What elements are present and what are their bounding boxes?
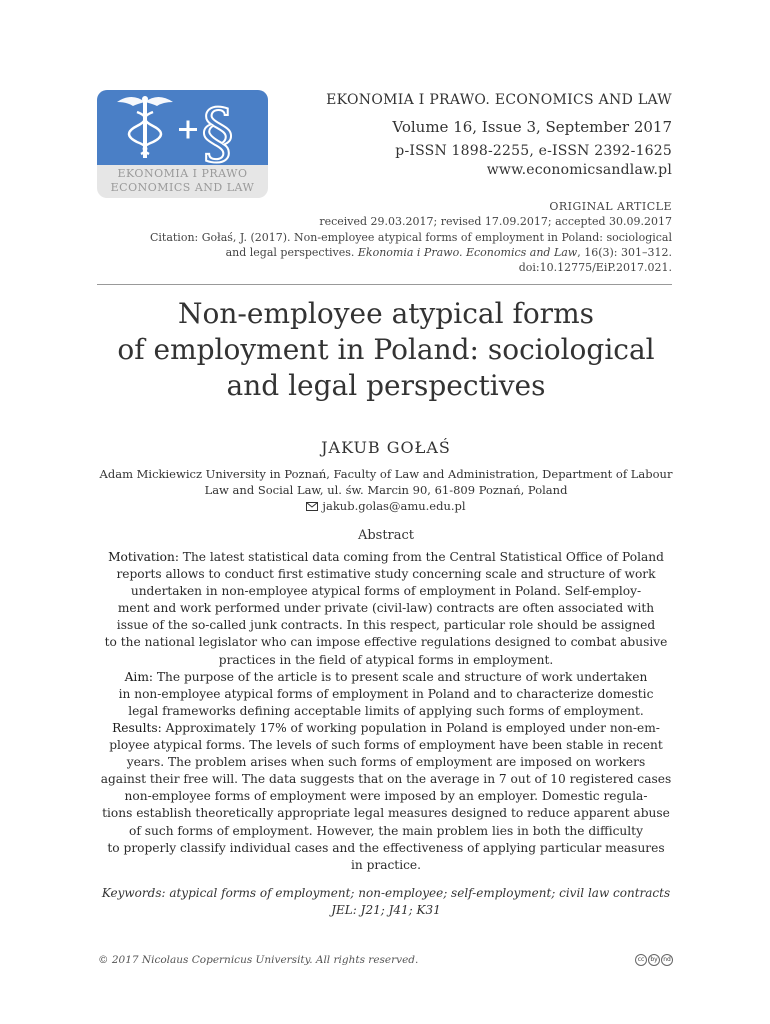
results-label: Results: bbox=[112, 720, 162, 735]
logo-emblem bbox=[97, 90, 268, 165]
title-line1: Non-employee atypical forms bbox=[178, 297, 594, 330]
keywords bbox=[97, 885, 675, 919]
abstract-motivation bbox=[94, 549, 678, 669]
results-text: Approximately 17% of working population in Poland is employed under non-em- bbox=[161, 720, 660, 735]
email-row bbox=[90, 498, 682, 515]
article-type: ORIGINAL ARTICLE bbox=[549, 200, 672, 213]
citation-pages: , 16(3): 301–312. bbox=[577, 246, 672, 259]
citation-line2 bbox=[150, 245, 672, 260]
abstract-aim bbox=[94, 669, 678, 720]
abstract-body bbox=[94, 549, 678, 874]
jel-codes: JEL: J21; J41; K31 bbox=[331, 903, 441, 917]
article-title bbox=[97, 296, 675, 404]
abstract-results bbox=[94, 720, 678, 874]
motivation-text: undertaken in non-employee atypical forms of employment in Poland. Self-employ- bbox=[130, 584, 642, 599]
journal-name: EKONOMIA I PRAWO. ECONOMICS AND LAW bbox=[326, 92, 672, 108]
motivation-text: The latest statistical data coming from the Central Statistical Office of Poland bbox=[178, 550, 664, 564]
envelope-icon bbox=[306, 502, 318, 511]
caduceus-plus-paragraph-icon bbox=[97, 90, 268, 165]
aim-text: legal frameworks defining acceptable limits of applying such forms of employment. bbox=[128, 703, 644, 718]
citation-journal: Ekonomia i Prawo. Economics and Law bbox=[357, 246, 578, 259]
logo-text-line2: ECONOMICS AND LAW bbox=[110, 181, 255, 194]
motivation-text: issue of the so-called junk contracts. In this respect, particular role should be assigned bbox=[116, 618, 656, 633]
keywords-line: Keywords: atypical forms of employment; non-employee; self-employment; civil law contracts bbox=[101, 886, 671, 900]
journal-logo bbox=[97, 90, 268, 198]
results-text: ployee atypical forms. The levels of such forms of employment have been stable in recent bbox=[109, 738, 663, 753]
aim-text: in non-employee atypical forms of employment in Poland and to characterize domestic bbox=[118, 686, 654, 701]
author-name: JAKUB GOŁAŚ bbox=[321, 438, 451, 457]
logo-text-line1: EKONOMIA I PRAWO bbox=[117, 167, 248, 180]
abstract-heading: Abstract bbox=[357, 528, 415, 543]
journal-issn: p-ISSN 1898-2255, e-ISSN 2392-1625 bbox=[395, 143, 672, 159]
copyright-notice: © 2017 Nicolaus Copernicus University. All rights reserved. bbox=[98, 954, 419, 966]
citation-text: and legal perspectives. bbox=[225, 246, 358, 259]
author-email-link[interactable]: jakub.golas@amu.edu.pl bbox=[322, 499, 466, 513]
results-text: in practice. bbox=[350, 857, 422, 872]
results-text: non-employee forms of employment were imposed by an employer. Domestic regula- bbox=[124, 789, 648, 804]
aim-label: Aim: bbox=[124, 669, 153, 684]
citation bbox=[150, 230, 672, 275]
citation-line1: Citation: Gołaś, J. (2017). Non-employee atypical forms of employment in Poland: sociological bbox=[149, 231, 672, 244]
by-icon: by bbox=[648, 954, 660, 966]
results-text: years. The problem arises when such forms of employment are imposed on workers bbox=[126, 755, 646, 770]
journal-website-link[interactable]: www.economicsandlaw.pl bbox=[486, 162, 672, 178]
results-text: tions establish theoretically appropriate legal measures designed to reduce apparent abuse bbox=[102, 806, 670, 821]
motivation-text: practices in the field of atypical forms in employment. bbox=[218, 652, 554, 667]
motivation-label: Motivation: bbox=[108, 550, 179, 564]
nd-icon: nd bbox=[661, 954, 673, 966]
affiliation-line2: Law and Social Law, ul. św. Marcin 90, 61-809 Poznań, Poland bbox=[204, 483, 568, 497]
results-text: against their free will. The data suggests that on the average in 7 out of 10 registered cases bbox=[100, 772, 672, 787]
motivation-text: to the national legislator who can impose effective regulations designed to combat abusive bbox=[104, 635, 668, 650]
header-divider bbox=[97, 284, 672, 285]
cc-icon: cc bbox=[635, 954, 647, 966]
title-line2: of employment in Poland: sociological bbox=[117, 333, 655, 366]
journal-volume: Volume 16, Issue 3, September 2017 bbox=[392, 118, 672, 136]
aim-text: The purpose of the article is to present scale and structure of work undertaken bbox=[153, 669, 648, 684]
doi-link[interactable]: doi:10.12775/EiP.2017.021. bbox=[518, 261, 672, 274]
received-dates: received 29.03.2017; revised 17.09.2017; accepted 30.09.2017 bbox=[319, 215, 672, 228]
affiliation-line1: Adam Mickiewicz University in Poznań, Faculty of Law and Administration, Department of Labour bbox=[99, 467, 673, 481]
results-text: of such forms of employment. However, the main problem lies in both the difficulty bbox=[129, 823, 643, 838]
author-affiliation bbox=[90, 466, 682, 515]
motivation-text: reports allows to conduct first estimative study concerning scale and structure of work bbox=[116, 567, 656, 582]
results-text: to properly classify individual cases and the effectiveness of applying particular measures bbox=[107, 840, 665, 855]
svg-text:§: § bbox=[201, 95, 234, 165]
motivation-text: ment and work performed under private (civil-law) contracts are often associated with bbox=[117, 601, 655, 616]
title-line3: and legal perspectives bbox=[226, 369, 546, 402]
cc-license-badge[interactable] bbox=[635, 954, 673, 966]
